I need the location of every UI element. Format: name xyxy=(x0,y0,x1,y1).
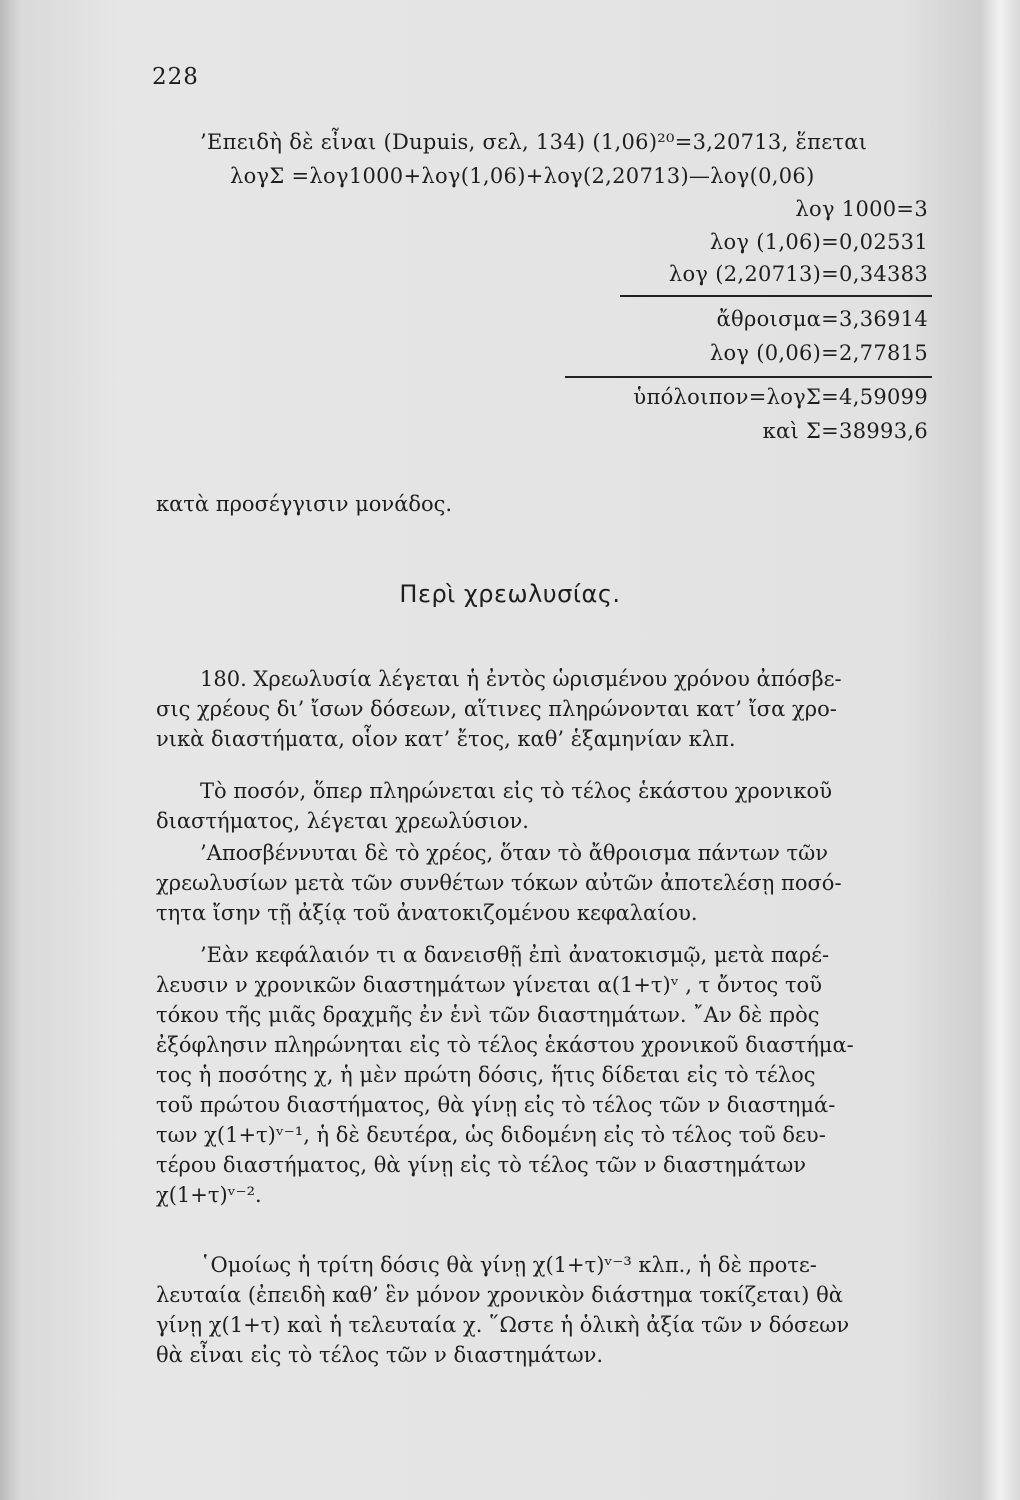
text-line: ῾Ομοίως ἡ τρίτη δόσις θὰ γίνῃ χ(1+τ)ᵛ⁻³ κλπ., ἡ δὲ προτε- xyxy=(200,1253,817,1277)
paragraph-180 xyxy=(156,664,964,754)
text-line: ’Αποσβέννυται δὲ τὸ χρέος, ὅταν τὸ ἄθροισμα πάντων τῶν xyxy=(200,841,829,865)
text-line: των χ(1+τ)ᵛ⁻¹, ἡ δὲ δευτέρα, ὡς διδομένη εἰς τὸ τέλος τοῦ δευ- xyxy=(156,1123,826,1147)
difference-rule xyxy=(565,376,932,378)
paragraph-chreolysion xyxy=(156,776,964,836)
text-line: χ(1+τ)ᵛ⁻². xyxy=(156,1183,262,1207)
text-line: σις χρέους δι’ ἴσων δόσεων, αἵτινες πληρώνονται κατ’ ἴσα χρο- xyxy=(156,697,837,721)
text-line: τέρου διαστήματος, θὰ γίνῃ εἰς τὸ τέλος τῶν ν διαστημάτων xyxy=(156,1153,806,1177)
text-line: Τὸ ποσόν, ὅπερ πληρώνεται εἰς τὸ τέλος ἑκάστου χρονικοῦ xyxy=(200,779,832,803)
calc-item: λογ (1,06)=0,02531 xyxy=(709,230,928,254)
text-line: νικὰ διαστήματα, οἷον κατ’ ἔτος, καθ’ ἑξαμηνίαν κλπ. xyxy=(156,727,736,751)
paragraph-amortization xyxy=(156,838,964,928)
calc-remainder: ὑπόλοιπον=λογΣ=4,59099 xyxy=(633,385,928,409)
section-title: Περὶ χρεωλυσίας. xyxy=(399,580,621,608)
calc-result: καὶ Σ=38993,6 xyxy=(762,419,928,443)
paragraph-capital xyxy=(156,940,964,1210)
calc-item: λογ 1000=3 xyxy=(795,197,928,221)
text-line: λευταία (ἐπειδὴ καθ’ ἓν μόνον χρονικὸν διάστημα τοκίζεται) θὰ xyxy=(156,1283,843,1307)
text-line: τόκου τῆς μιᾶς δραχμῆς ἐν ἑνὶ τῶν διαστημάτων. ῎Αν δὲ πρὸς xyxy=(156,1003,820,1027)
text-line: τοῦ πρώτου διαστήματος, θὰ γίνῃ εἰς τὸ τέλος τῶν ν διαστημά- xyxy=(156,1093,836,1117)
sum-rule xyxy=(620,295,932,297)
text-line: λευσιν ν χρονικῶν διαστημάτων γίνεται α(1+τ)ᵛ , τ ὄντος τοῦ xyxy=(156,973,822,997)
text-line: γίνῃ χ(1+τ) καὶ ἡ τελευταία χ. ῞Ωστε ἡ ὁλικὴ ἀξία τῶν ν δόσεων xyxy=(156,1313,850,1337)
text-line: ’Εὰν κεφάλαιόν τι α δανεισθῇ ἐπὶ ἀνατοκισμῷ, μετὰ παρέ- xyxy=(200,943,830,967)
text-line: ἐξόφλησιν πληρώνηται εἰς τὸ τέλος ἑκάστου χρονικοῦ διαστήμα- xyxy=(156,1033,854,1057)
text-line: 180. Χρεωλυσία λέγεται ἡ ἐντὸς ὡρισμένου χρόνου ἀπόσβε- xyxy=(200,667,842,691)
page-number: 228 xyxy=(152,64,199,90)
calc-item: λογ (2,20713)=0,34383 xyxy=(668,262,928,286)
calc-conclusion: κατὰ προσέγγισιν μονάδος. xyxy=(156,492,453,516)
text-line: χρεωλυσίων μετὰ τῶν συνθέτων τόκων αὐτῶν ἀποτελέσῃ ποσό- xyxy=(156,871,842,895)
calc-subtract: λογ (0,06)=2,77815 xyxy=(709,341,928,365)
text-line: διαστήματος, λέγεται χρεωλύσιον. xyxy=(156,809,529,833)
paragraph-similarly xyxy=(156,1250,964,1370)
text-line: θὰ εἶναι εἰς τὸ τέλος τῶν ν διαστημάτων. xyxy=(156,1343,604,1367)
calc-log-sum: λογΣ =λογ1000+λογ(1,06)+λογ(2,20713)—λογ(0,06) xyxy=(230,164,815,188)
calc-intro: ’Επειδὴ δὲ εἶναι (Dupuis, σελ, 134) (1,06)²⁰=3,20713, ἕπεται xyxy=(200,130,868,154)
text-line: τος ἡ ποσότης χ, ἡ μὲν πρώτη δόσις, ἥτις δίδεται εἰς τὸ τέλος xyxy=(156,1063,816,1087)
text-line: τητα ἴσην τῇ ἀξίᾳ τοῦ ἀνατοκιζομένου κεφαλαίου. xyxy=(156,901,698,925)
calc-sum: ἄθροισμα=3,36914 xyxy=(716,307,928,331)
